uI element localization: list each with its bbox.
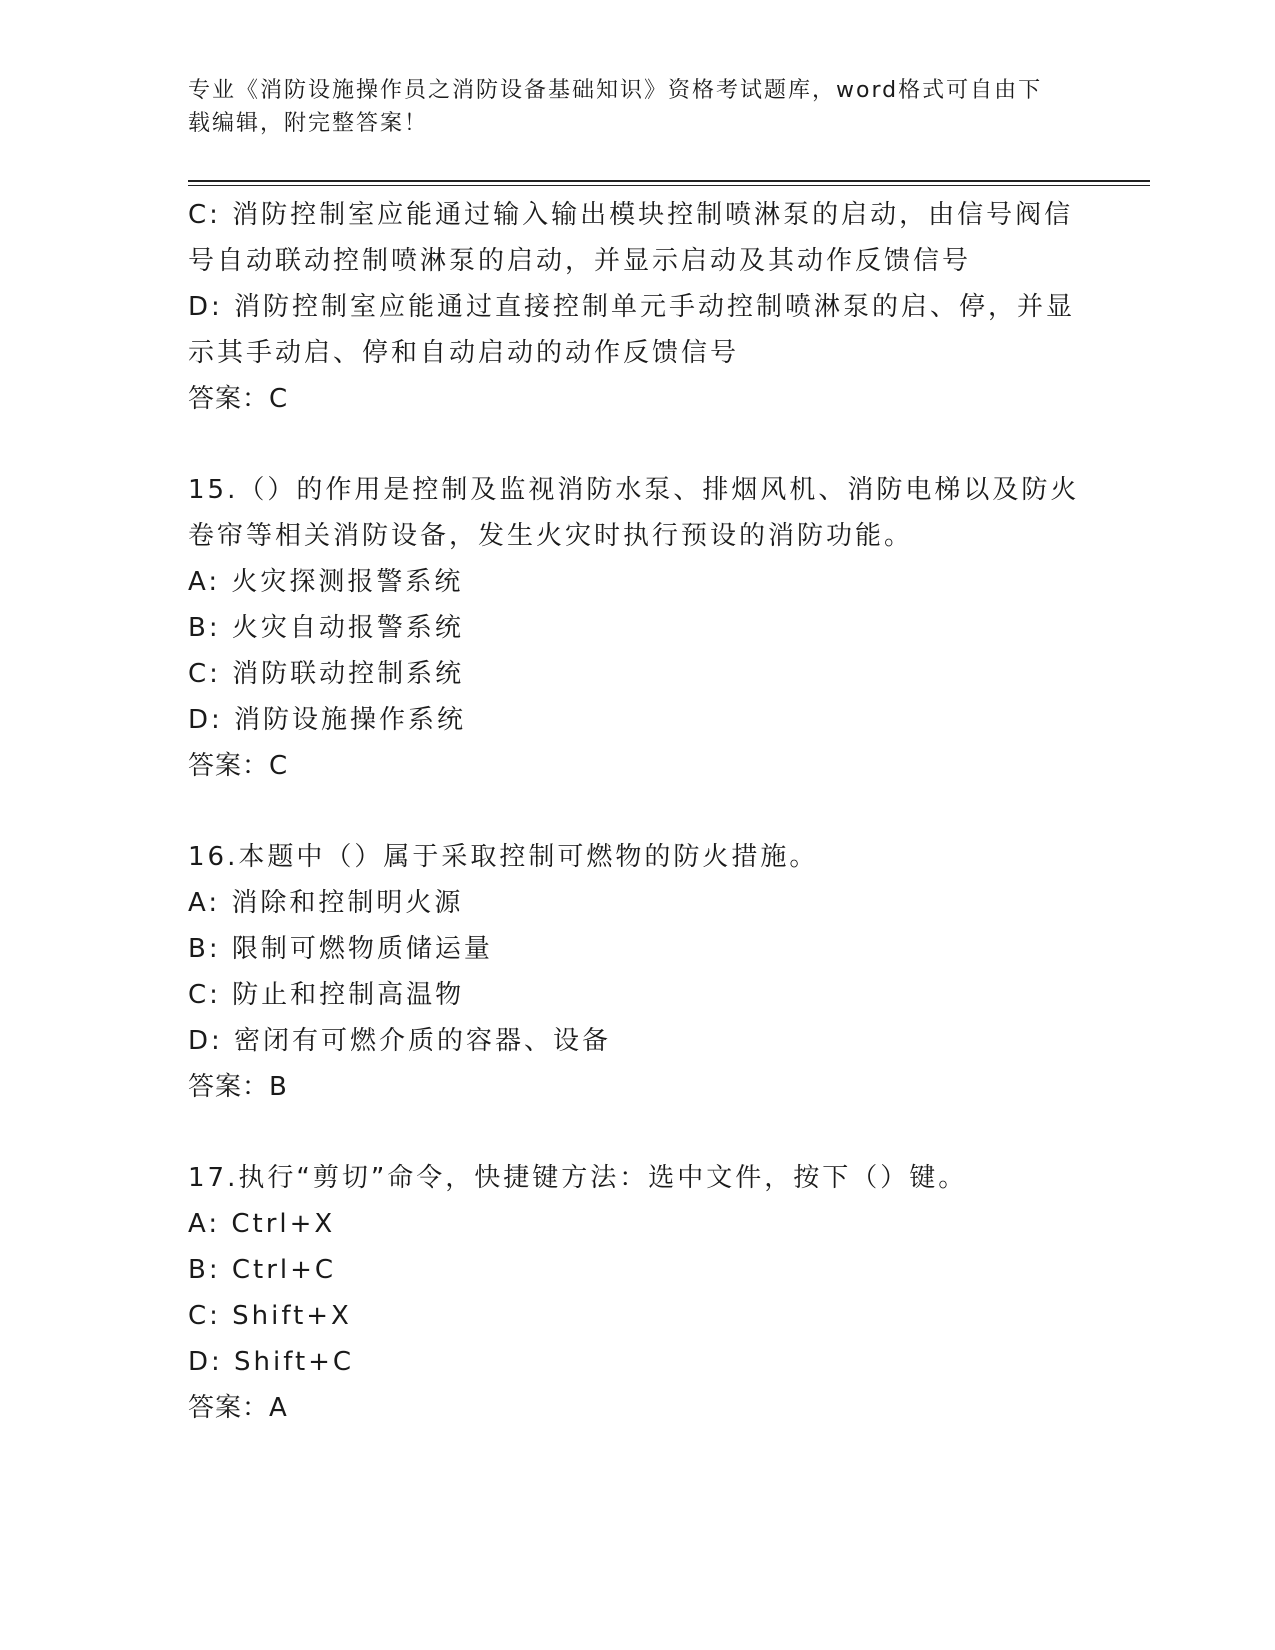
header-line-1: 专业《消防设施操作员之消防设备基础知识》资格考试题库，word格式可自由下 <box>188 78 1043 103</box>
answer-line: 答案：B <box>188 1072 288 1102</box>
question-stem-line-2: 卷帘等相关消防设备，发生火灾时执行预设的消防功能。 <box>188 521 914 551</box>
header-line-2: 载编辑，附完整答案！ <box>188 111 429 136</box>
spacer <box>188 1110 1088 1155</box>
option-a: A: Ctrl+X <box>188 1209 336 1239</box>
option-b: B: 火灾自动报警系统 <box>188 613 464 643</box>
question-block-17 <box>188 1155 1088 1431</box>
question-stem-line-1: 16.本题中（）属于采取控制可燃物的防火措施。 <box>188 842 819 872</box>
spacer <box>188 789 1088 834</box>
answer-line: 答案：A <box>188 1393 288 1423</box>
spacer <box>188 422 1088 467</box>
option-b: B: 限制可燃物质储运量 <box>188 934 493 964</box>
option-c: C: Shift+X <box>188 1301 352 1331</box>
option-c-line-1: C: 消防控制室应能通过输入输出模块控制喷淋泵的启动，由信号阀信 <box>188 200 1074 230</box>
question-block-continued <box>188 192 1088 422</box>
option-d-line-2: 示其手动启、停和自动启动的动作反馈信号 <box>188 338 740 368</box>
answer-line: 答案：C <box>188 384 289 414</box>
option-a: A: 火灾探测报警系统 <box>188 567 464 597</box>
header-rule-thin <box>188 185 1150 186</box>
option-a: A: 消除和控制明火源 <box>188 888 464 918</box>
answer-line: 答案：C <box>188 751 289 781</box>
header-rule-thick <box>188 180 1150 182</box>
option-d: D: 密闭有可燃介质的容器、设备 <box>188 1026 612 1056</box>
option-c-line-2: 号自动联动控制喷淋泵的启动，并显示启动及其动作反馈信号 <box>188 246 972 276</box>
option-c: C: 消防联动控制系统 <box>188 659 465 689</box>
question-block-15 <box>188 467 1088 789</box>
question-content <box>188 192 1088 1431</box>
option-d: D: Shift+C <box>188 1347 355 1377</box>
document-header <box>188 74 1088 140</box>
option-b: B: Ctrl+C <box>188 1255 337 1285</box>
question-stem-line-1: 17.执行“剪切”命令，快捷键方法：选中文件，按下（）键。 <box>188 1163 968 1193</box>
option-c: C: 防止和控制高温物 <box>188 980 465 1010</box>
option-d: D: 消防设施操作系统 <box>188 705 467 735</box>
question-block-16 <box>188 834 1088 1110</box>
option-d-line-1: D: 消防控制室应能通过直接控制单元手动控制喷淋泵的启、停，并显 <box>188 292 1076 322</box>
question-stem-line-1: 15.（）的作用是控制及监视消防水泵、排烟风机、消防电梯以及防火 <box>188 475 1080 505</box>
